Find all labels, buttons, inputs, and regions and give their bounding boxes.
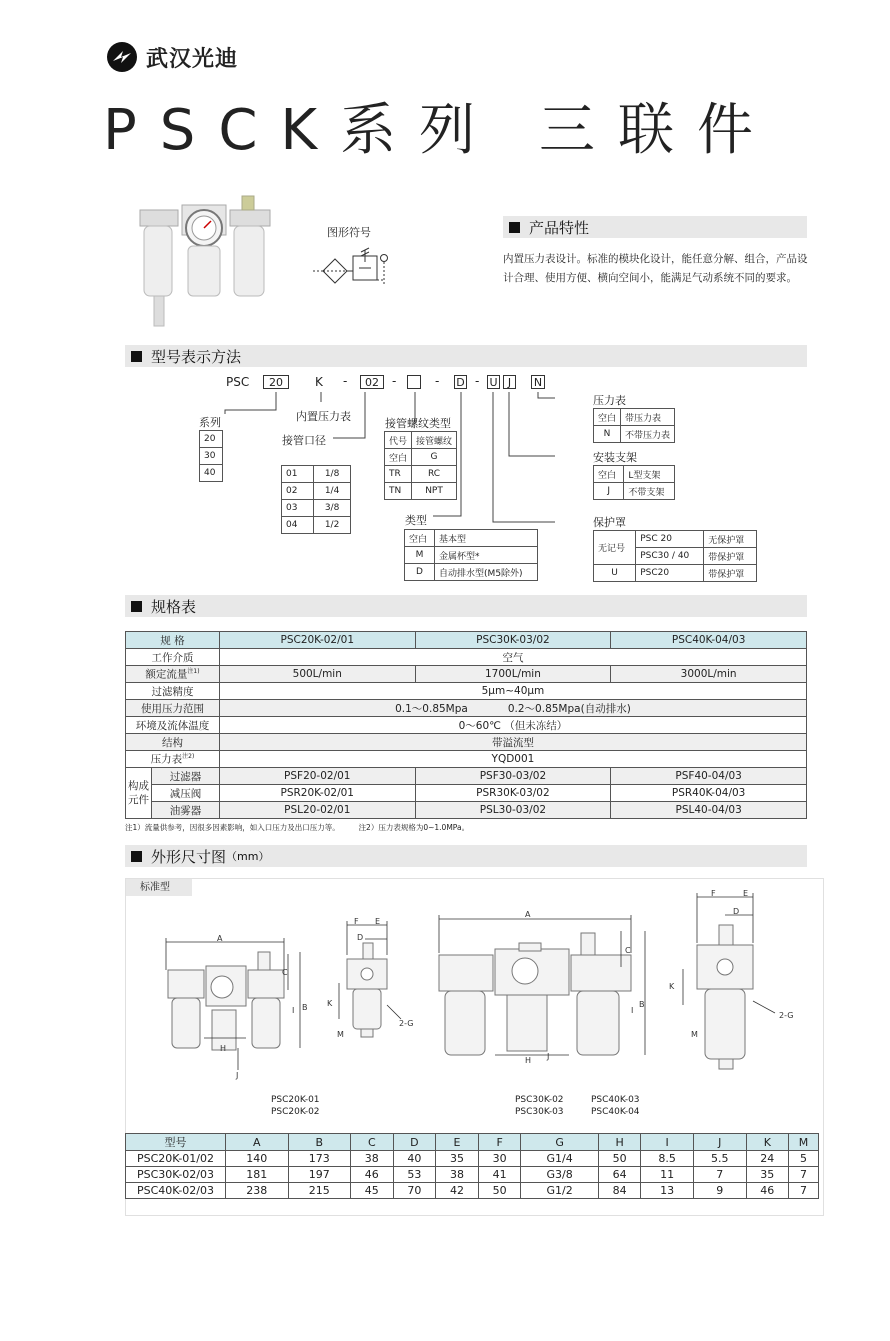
- section-bullet-icon: [131, 851, 142, 862]
- dim-letter-e: E: [743, 889, 749, 898]
- dim-letter-m: M: [691, 1030, 698, 1039]
- pneumatic-symbol-icon: [313, 246, 393, 296]
- dim-letter-2g: 2-G: [399, 1019, 414, 1028]
- dim-letter-i: I: [631, 1006, 634, 1015]
- port-size-table: 01 1/8 02 1/4 03 3/8 04 1/2: [281, 465, 351, 534]
- symbol-label: 图形符号: [327, 226, 371, 239]
- dimension-drawing-psc30-40-side: [665, 885, 795, 1080]
- thread-type-label: 接管螺纹类型: [385, 417, 451, 430]
- dim-letter-j: J: [547, 1052, 550, 1061]
- dimension-table: 型号 A B C D E F G H I J K M PSC20K-01/02 140 173 38 40 35 30 G1/4 50 8.5 5.5 24 5 PSC30K-02/03 181 197 46 53 38 41 G3/8 64 11 7 35 7 PSC40K-02/03 238 215 45 70 42 50 G1/2 84 13 9 46 7: [125, 1133, 819, 1199]
- caption-psc40: PSC40K-03 PSC40K-04: [591, 1095, 640, 1117]
- bracket-label: 安装支架: [593, 451, 637, 464]
- thread-type-table: 代号 接管螺纹 空白 G TR RC TN NPT: [384, 431, 457, 500]
- dim-letter-e: E: [375, 917, 381, 926]
- dim-letter-f: F: [354, 917, 359, 926]
- features-section-header: 产品特性: [503, 216, 807, 238]
- gauge-label: 压力表: [593, 394, 626, 407]
- type-table: 空白 基本型 M 金属杯型* D 自动排水型(M5除外): [404, 529, 538, 581]
- dim-letter-h: H: [525, 1056, 532, 1065]
- model-code: PSC 20 K - 02 - □ - D - U J N: [226, 375, 556, 391]
- model-section-header: 型号表示方法: [125, 345, 807, 367]
- port-size-label: 接管口径: [282, 434, 326, 447]
- dim-letter-b: B: [302, 1003, 308, 1012]
- table-cell: 30: [200, 448, 223, 465]
- dimension-drawing-psc20-side: [325, 915, 420, 1045]
- product-photo: [132, 190, 278, 335]
- dim-letter-f: F: [711, 889, 716, 898]
- brand: [106, 40, 238, 74]
- spec-notes: 注1）流量供参考，因很多因素影响，如入口压力及出口压力等。 注2）压力表规格为0~1.0MPa。: [125, 823, 470, 832]
- guard-table: 无记号 PSC 20 无保护罩 PSC30 / 40 带保护罩 U PSC20 带保护罩: [593, 530, 757, 582]
- dim-letter-j: J: [236, 1071, 239, 1080]
- dim-letter-b: B: [639, 1000, 645, 1009]
- features-text: 内置压力表设计。标准的模块化设计，能任意分解、组合，产品设 计合理、使用方便、横向空间小，能满足气动系统不同的要求。: [503, 253, 808, 284]
- standard-type-tag: 标准型: [126, 879, 192, 896]
- series-label: 系列: [199, 416, 221, 429]
- guard-label: 保护罩: [593, 516, 626, 529]
- brand-name: 武汉光迪: [146, 46, 239, 72]
- dim-letter-a: A: [525, 910, 531, 919]
- table-row: PSC20K-01/02 140 173 38 40 35 30 G1/4 50 8.5 5.5 24 5: [126, 1151, 819, 1167]
- table-cell: 20: [200, 431, 223, 448]
- caption-psc30: PSC30K-02 PSC30K-03: [515, 1095, 564, 1117]
- dim-letter-k: K: [669, 982, 675, 991]
- dim-letter-d: D: [357, 933, 364, 942]
- section-bullet-icon: [131, 351, 142, 362]
- dim-letter-d: D: [733, 907, 740, 916]
- model-connector-lines: [195, 388, 555, 528]
- table-row: PSC40K-02/03 238 215 45 70 42 50 G1/2 84 13 9 46 7: [126, 1183, 819, 1199]
- dim-letter-c: C: [625, 946, 631, 955]
- dim-letter-c: C: [282, 968, 288, 977]
- dim-letter-k: K: [327, 999, 333, 1008]
- type-label: 类型: [405, 514, 427, 527]
- table-cell: 40: [200, 465, 223, 482]
- bracket-table: 空白 L型支架 J 不带支架: [593, 465, 675, 500]
- section-bullet-icon: [509, 222, 520, 233]
- series-table: [199, 430, 223, 482]
- dim-letter-a: A: [217, 934, 223, 943]
- caption-psc20: PSC20K-01 PSC20K-02: [271, 1095, 320, 1117]
- gauge-table: 空白 带压力表 N 不带压力表: [593, 408, 675, 443]
- spec-table: 规 格 PSC20K-02/01 PSC30K-03/02 PSC40K-04/03 工作介质 空气 额定流量$^{注1)}$ 500L/min 1700L/min 3000L/min 过滤精度 5μm~40μm 使用压力范围 0.1〜0.85Mpa 0.2〜0.85Mpa(自动排水) 环境及流体温度 0〜60℃ （但未冻结） 结构 带溢流型 压力表$^{注2)}$ YQD001 构成 元件 过滤器 PSF20-02/01 PSF30-03/02 PSF40-04/03 减压阀 PSR20K-02/01 PSR30K-03/02 PSR40K-04/03 油雾器 PSL20-02/01 PSL30-03/02 PSL40-04/03: [125, 631, 807, 819]
- builtin-gauge-label: 内置压力表: [296, 410, 351, 423]
- dimension-drawing-psc20-front: [160, 930, 310, 1080]
- dim-letter-m: M: [337, 1030, 344, 1039]
- dim-letter-h: H: [220, 1044, 227, 1053]
- dimension-section-header: 外形尺寸图 （mm）: [125, 845, 807, 867]
- dim-letter-i: I: [292, 1006, 295, 1015]
- table-row: PSC30K-02/03 181 197 46 53 38 41 G3/8 64 11 7 35 7: [126, 1167, 819, 1183]
- dim-letter-2g: 2-G: [779, 1011, 794, 1020]
- brand-logo-icon: [106, 41, 138, 73]
- page-title: PSCK系列 三联件: [103, 98, 776, 163]
- spec-section-header: 规格表: [125, 595, 807, 617]
- section-bullet-icon: [131, 601, 142, 612]
- dimension-drawing-psc30-40-front: [433, 905, 648, 1085]
